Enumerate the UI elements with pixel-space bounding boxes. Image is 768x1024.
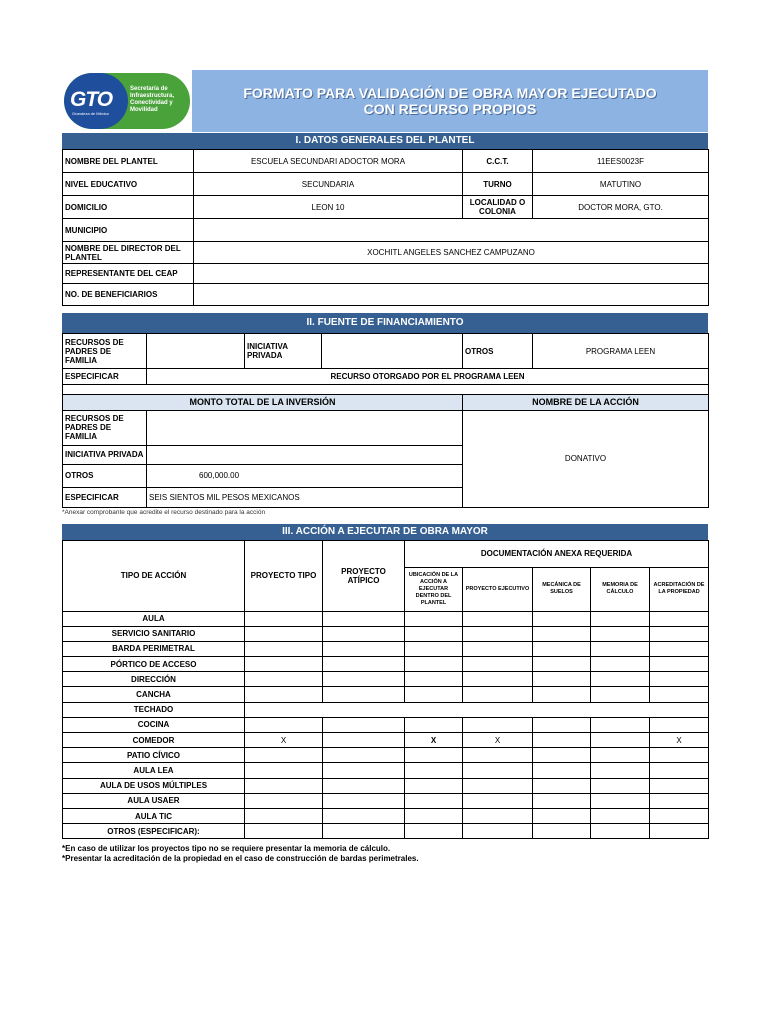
section-1-title: I. DATOS GENERALES DEL PLANTEL <box>62 133 708 149</box>
action-cell[interactable] <box>245 824 323 839</box>
action-cell[interactable] <box>463 793 533 808</box>
title-box <box>192 70 708 132</box>
monto-otros-label: OTROS <box>63 464 147 487</box>
action-cell[interactable] <box>591 626 650 641</box>
action-cell[interactable] <box>323 808 405 823</box>
nivel-value[interactable]: SECUNDARIA <box>194 173 463 196</box>
action-cell[interactable] <box>533 641 591 656</box>
table-row <box>63 687 709 702</box>
monto-iniciativa-label: INICIATIVA PRIVADA <box>63 445 147 464</box>
action-cell[interactable] <box>650 657 709 672</box>
action-cell[interactable] <box>463 824 533 839</box>
col-acreditacion: ACREDITACIÓN DE LA PROPIEDAD <box>650 567 709 611</box>
nivel-label: NIVEL EDUCATIVO <box>63 173 194 196</box>
form-page <box>62 70 708 864</box>
action-cell[interactable] <box>405 717 463 732</box>
action-cell[interactable] <box>323 717 405 732</box>
action-type-label: OTROS (ESPECIFICAR): <box>63 824 245 839</box>
action-cell[interactable] <box>533 657 591 672</box>
title-line-1: FORMATO PARA VALIDACIÓN DE OBRA MAYOR EJECUTADO <box>243 85 657 101</box>
action-cell[interactable] <box>533 748 591 763</box>
action-cell[interactable] <box>323 778 405 793</box>
action-type-label: TECHADO <box>63 702 245 717</box>
action-type-label: DIRECCIÓN <box>63 672 245 687</box>
municipio-label: MUNICIPIO <box>63 219 194 242</box>
action-cell[interactable] <box>650 808 709 823</box>
action-cell[interactable] <box>323 626 405 641</box>
action-cell[interactable] <box>463 763 533 778</box>
table-row <box>63 793 709 808</box>
footnote-2: *Presentar la acreditación de la propiedad en el caso de construcción de bardas perimetrales. <box>62 854 419 864</box>
action-cell[interactable] <box>591 717 650 732</box>
plantel-value[interactable]: ESCUELA SECUNDARI ADOCTOR MORA <box>194 150 463 173</box>
table-row <box>63 702 709 717</box>
col-ubicacion: UBICACIÓN DE LA ACCIÓN A EJECUTAR DENTRO DEL PLANTEL <box>405 567 463 611</box>
action-cell[interactable] <box>591 808 650 823</box>
monto-padres-label: RECURSOS DE PADRES DE FAMILIA <box>63 410 147 445</box>
gto-logo <box>64 73 190 129</box>
action-cell[interactable] <box>650 717 709 732</box>
action-cell[interactable] <box>245 611 323 626</box>
action-cell[interactable] <box>591 611 650 626</box>
action-cell[interactable] <box>245 672 323 687</box>
table-row <box>63 808 709 823</box>
form-header <box>62 70 708 132</box>
action-rows <box>63 611 709 839</box>
action-cell[interactable] <box>533 763 591 778</box>
col-proyecto-atipico: PROYECTO ATÍPICO <box>323 540 405 611</box>
action-type-label: AULA TIC <box>63 808 245 823</box>
action-cell[interactable] <box>245 687 323 702</box>
beneficiarios-label: NO. DE BENEFICIARIOS <box>63 284 194 306</box>
action-type-label: COMEDOR <box>63 733 245 748</box>
action-cell[interactable] <box>405 824 463 839</box>
cct-label: C.C.T. <box>463 150 533 173</box>
action-cell[interactable] <box>245 793 323 808</box>
general-data-table <box>62 149 709 306</box>
table-row <box>63 824 709 839</box>
monto-title: MONTO TOTAL DE LA INVERSIÓN <box>63 394 463 410</box>
fin-otros-value[interactable]: PROGRAMA LEEN <box>533 334 709 369</box>
action-cell[interactable] <box>591 657 650 672</box>
director-value[interactable]: XOCHITL ANGELES SANCHEZ CAMPUZANO <box>194 242 709 264</box>
col-doc: DOCUMENTACIÓN ANEXA REQUERIDA <box>405 540 709 567</box>
action-type-label: AULA <box>63 611 245 626</box>
footnote-1: *En caso de utilizar los proyectos tipo no se requiere presentar la memoria de cálculo. <box>62 844 391 854</box>
accion-title: NOMBRE DE LA ACCIÓN <box>463 394 709 410</box>
action-cell[interactable] <box>591 824 650 839</box>
action-cell[interactable] <box>405 778 463 793</box>
action-cell[interactable] <box>323 763 405 778</box>
logo-secretaria-text: Secretaría de Infraestructura, Conectividad y Movilidad <box>130 86 175 113</box>
ceap-label: REPRESENTANTE DEL CEAP <box>63 264 194 284</box>
section-3-title: III. ACCIÓN A EJECUTAR DE OBRA MAYOR <box>62 524 708 540</box>
table-row <box>63 748 709 763</box>
domicilio-label: DOMICILIO <box>63 196 194 219</box>
anexar-note: *Anexar comprobante que acredite el recurso destinado para la acción <box>62 508 266 516</box>
monto-especificar-label: ESPECIFICAR <box>63 487 147 507</box>
action-cell[interactable] <box>245 763 323 778</box>
action-cell[interactable] <box>650 611 709 626</box>
table-row <box>63 657 709 672</box>
action-cell[interactable] <box>245 641 323 656</box>
action-type-label: AULA LEA <box>63 763 245 778</box>
action-cell[interactable] <box>245 626 323 641</box>
action-cell[interactable] <box>323 733 405 748</box>
action-cell[interactable] <box>463 672 533 687</box>
action-cell[interactable] <box>650 793 709 808</box>
fin-especificar-value[interactable]: RECURSO OTORGADO POR EL PROGRAMA LEEN <box>147 369 709 385</box>
action-cell[interactable] <box>533 808 591 823</box>
logo-gto-text: GTO <box>70 88 113 111</box>
fin-padres-value[interactable] <box>147 334 245 369</box>
page-title <box>243 85 656 117</box>
table-row <box>63 672 709 687</box>
action-cell[interactable] <box>650 687 709 702</box>
turno-label: TURNO <box>463 173 533 196</box>
action-type-label: CANCHA <box>63 687 245 702</box>
action-cell[interactable] <box>533 793 591 808</box>
action-cell[interactable] <box>650 824 709 839</box>
action-cell[interactable] <box>405 641 463 656</box>
municipio-value[interactable] <box>194 219 709 242</box>
action-cell[interactable] <box>405 748 463 763</box>
action-cell[interactable] <box>323 748 405 763</box>
action-cell[interactable] <box>463 687 533 702</box>
action-cell[interactable]: X <box>650 733 709 748</box>
director-label: NOMBRE DEL DIRECTOR DEL PLANTEL <box>63 242 194 264</box>
action-cell[interactable] <box>323 793 405 808</box>
action-cell[interactable] <box>323 672 405 687</box>
domicilio-value[interactable]: LEON 10 <box>194 196 463 219</box>
monto-especificar-value[interactable]: SEIS SIENTOS MIL PESOS MEXICANOS <box>147 487 463 507</box>
action-cell[interactable] <box>650 748 709 763</box>
action-cell[interactable] <box>245 808 323 823</box>
action-cell[interactable] <box>245 702 709 717</box>
section-2-title: II. FUENTE DE FINANCIAMIENTO <box>62 313 708 333</box>
action-type-label: BARDA PERIMETRAL <box>63 641 245 656</box>
action-cell[interactable] <box>591 778 650 793</box>
table-row <box>63 717 709 732</box>
action-cell[interactable] <box>245 717 323 732</box>
action-cell[interactable] <box>533 733 591 748</box>
action-cell[interactable] <box>533 778 591 793</box>
fin-padres-label: RECURSOS DE PADRES DE FAMILIA <box>63 334 147 369</box>
action-cell[interactable] <box>323 657 405 672</box>
action-cell[interactable] <box>405 657 463 672</box>
action-cell[interactable] <box>533 611 591 626</box>
action-cell[interactable] <box>533 626 591 641</box>
cct-value[interactable]: 11EES0023F <box>533 150 709 173</box>
action-cell[interactable]: X <box>245 733 323 748</box>
table-row <box>63 778 709 793</box>
action-cell[interactable] <box>405 626 463 641</box>
localidad-value[interactable]: DOCTOR MORA, GTO. <box>533 196 709 219</box>
action-cell[interactable] <box>591 748 650 763</box>
logo-gto-sub: Grandeza de México <box>72 111 109 116</box>
investment-table <box>62 394 709 508</box>
turno-value[interactable]: MATUTINO <box>533 173 709 196</box>
action-cell[interactable] <box>323 611 405 626</box>
action-cell[interactable] <box>405 793 463 808</box>
fin-spacer <box>63 385 709 394</box>
action-cell[interactable] <box>591 672 650 687</box>
action-cell[interactable] <box>591 641 650 656</box>
action-cell[interactable] <box>591 763 650 778</box>
action-cell[interactable] <box>591 793 650 808</box>
action-cell[interactable] <box>591 687 650 702</box>
action-cell[interactable] <box>591 733 650 748</box>
action-cell[interactable] <box>463 611 533 626</box>
action-cell[interactable] <box>463 778 533 793</box>
table-row <box>63 733 709 748</box>
action-cell[interactable] <box>463 717 533 732</box>
action-type-label: PATIO CÍVICO <box>63 748 245 763</box>
action-cell[interactable] <box>323 641 405 656</box>
monto-otros-value[interactable]: 600,000.00 <box>147 464 463 487</box>
action-cell[interactable] <box>533 824 591 839</box>
fin-otros-label: OTROS <box>463 334 533 369</box>
action-type-label: SERVICIO SANITARIO <box>63 626 245 641</box>
logo-area <box>62 70 192 132</box>
action-table <box>62 540 709 840</box>
col-tipo: TIPO DE ACCIÓN <box>63 540 245 611</box>
table-row <box>63 611 709 626</box>
col-memoria: MEMORIA DE CÁLCULO <box>591 567 650 611</box>
action-cell[interactable] <box>323 824 405 839</box>
action-cell[interactable] <box>463 626 533 641</box>
action-cell[interactable]: X <box>405 733 463 748</box>
ceap-value[interactable] <box>194 264 709 284</box>
action-cell[interactable] <box>405 808 463 823</box>
action-cell[interactable] <box>650 778 709 793</box>
localidad-label: LOCALIDAD O COLONIA <box>463 196 533 219</box>
action-cell[interactable] <box>245 657 323 672</box>
col-ejecutivo: PROYECTO EJECUTIVO <box>463 567 533 611</box>
table-row <box>63 763 709 778</box>
action-cell[interactable] <box>533 672 591 687</box>
action-cell[interactable] <box>650 763 709 778</box>
plantel-label: NOMBRE DEL PLANTEL <box>63 150 194 173</box>
accion-value[interactable]: DONATIVO <box>463 410 709 507</box>
title-line-2: CON RECURSO PROPIOS <box>363 101 537 117</box>
action-type-label: AULA DE USOS MÚLTIPLES <box>63 778 245 793</box>
action-cell[interactable] <box>463 641 533 656</box>
action-type-label: COCINA <box>63 717 245 732</box>
action-cell[interactable] <box>405 687 463 702</box>
table-row <box>63 626 709 641</box>
action-cell[interactable] <box>463 748 533 763</box>
beneficiarios-value[interactable] <box>194 284 709 306</box>
action-type-label: PÓRTICO DE ACCESO <box>63 657 245 672</box>
action-cell[interactable] <box>463 808 533 823</box>
table-row <box>63 641 709 656</box>
monto-padres-value[interactable] <box>147 410 463 445</box>
action-cell[interactable]: X <box>463 733 533 748</box>
action-cell[interactable] <box>405 763 463 778</box>
action-cell[interactable] <box>650 641 709 656</box>
action-cell[interactable] <box>245 778 323 793</box>
action-cell[interactable] <box>533 717 591 732</box>
action-cell[interactable] <box>533 687 591 702</box>
action-cell[interactable] <box>405 611 463 626</box>
fin-especificar-label: ESPECIFICAR <box>63 369 147 385</box>
monto-iniciativa-value[interactable] <box>147 445 463 464</box>
action-cell[interactable] <box>650 626 709 641</box>
financing-table <box>62 333 709 394</box>
action-cell[interactable] <box>463 657 533 672</box>
action-cell[interactable] <box>245 748 323 763</box>
col-proyecto-tipo: PROYECTO TIPO <box>245 540 323 611</box>
action-cell[interactable] <box>650 672 709 687</box>
action-type-label: AULA USAER <box>63 793 245 808</box>
action-cell[interactable] <box>323 687 405 702</box>
fin-iniciativa-label: INICIATIVA PRIVADA <box>245 334 322 369</box>
col-mecanica: MECÁNICA DE SUELOS <box>533 567 591 611</box>
fin-iniciativa-value[interactable] <box>322 334 463 369</box>
action-cell[interactable] <box>405 672 463 687</box>
